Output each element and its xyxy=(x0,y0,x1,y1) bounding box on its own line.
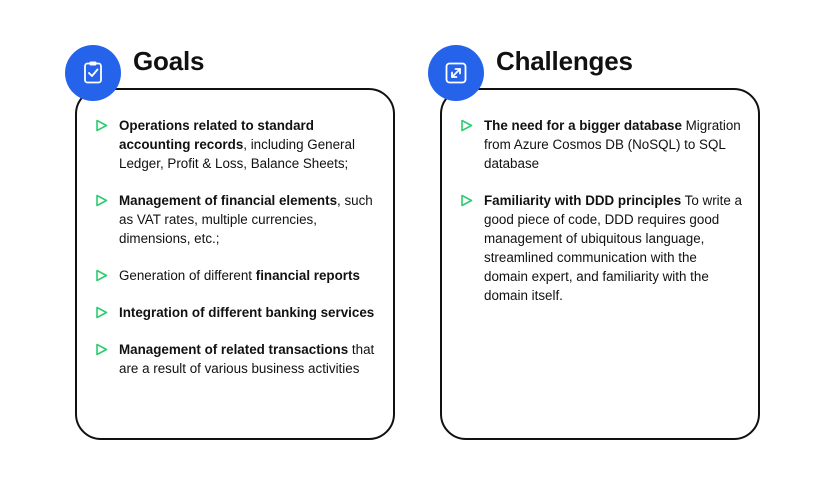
list-item xyxy=(93,116,379,173)
triangle-right-icon xyxy=(460,194,473,207)
goals-card xyxy=(75,88,395,440)
list-item-text: Generation of different financial reports xyxy=(119,268,360,283)
list-item-text: The need for a bigger database Migration from Azure Cosmos DB (NoSQL) to SQL database xyxy=(484,118,741,171)
list-item-text: Management of financial elements, such as VAT rates, multiple currencies, dimensions, etc.; xyxy=(119,193,373,246)
triangle-right-icon xyxy=(460,119,473,132)
goals-heading: Goals xyxy=(133,46,205,76)
triangle-right-icon xyxy=(95,194,108,207)
challenges-list xyxy=(458,116,744,305)
list-item-emphasis: Familiarity with DDD principles xyxy=(484,193,682,208)
list-item-emphasis: Operations related to standard accounting records xyxy=(119,118,314,152)
list-item xyxy=(93,340,379,378)
list-item-text: Management of related transactions that are a result of various business activities xyxy=(119,342,375,376)
checklist-clipboard-icon xyxy=(65,45,121,101)
list-item xyxy=(93,303,379,322)
resize-arrows-icon xyxy=(428,45,484,101)
list-item-emphasis: Management of financial elements xyxy=(119,193,338,208)
list-item xyxy=(93,266,379,285)
goals-list xyxy=(93,116,379,378)
list-item-text: Operations related to standard accounting records, including General Ledger, Profit & Loss, Balance Sheets; xyxy=(119,118,355,171)
list-item xyxy=(93,191,379,248)
triangle-right-icon xyxy=(95,343,108,356)
list-item-text: Familiarity with DDD principles To write a good piece of code, DDD requires good management of ubiquitous language, streamlined communication with the domain expert, and familiarity with the domain itself. xyxy=(484,193,742,303)
list-item-emphasis: The need for a bigger database xyxy=(484,118,682,133)
challenges-card xyxy=(440,88,760,440)
list-item xyxy=(458,116,744,173)
list-item-emphasis: financial reports xyxy=(255,268,360,283)
list-item-emphasis: Management of related transactions xyxy=(119,342,349,357)
list-item xyxy=(458,191,744,305)
triangle-right-icon xyxy=(95,119,108,132)
list-item-emphasis: Integration of different banking services xyxy=(119,305,375,320)
triangle-right-icon xyxy=(95,306,108,319)
challenges-heading: Challenges xyxy=(496,46,633,76)
list-item-text xyxy=(119,303,379,322)
triangle-right-icon xyxy=(95,269,108,282)
